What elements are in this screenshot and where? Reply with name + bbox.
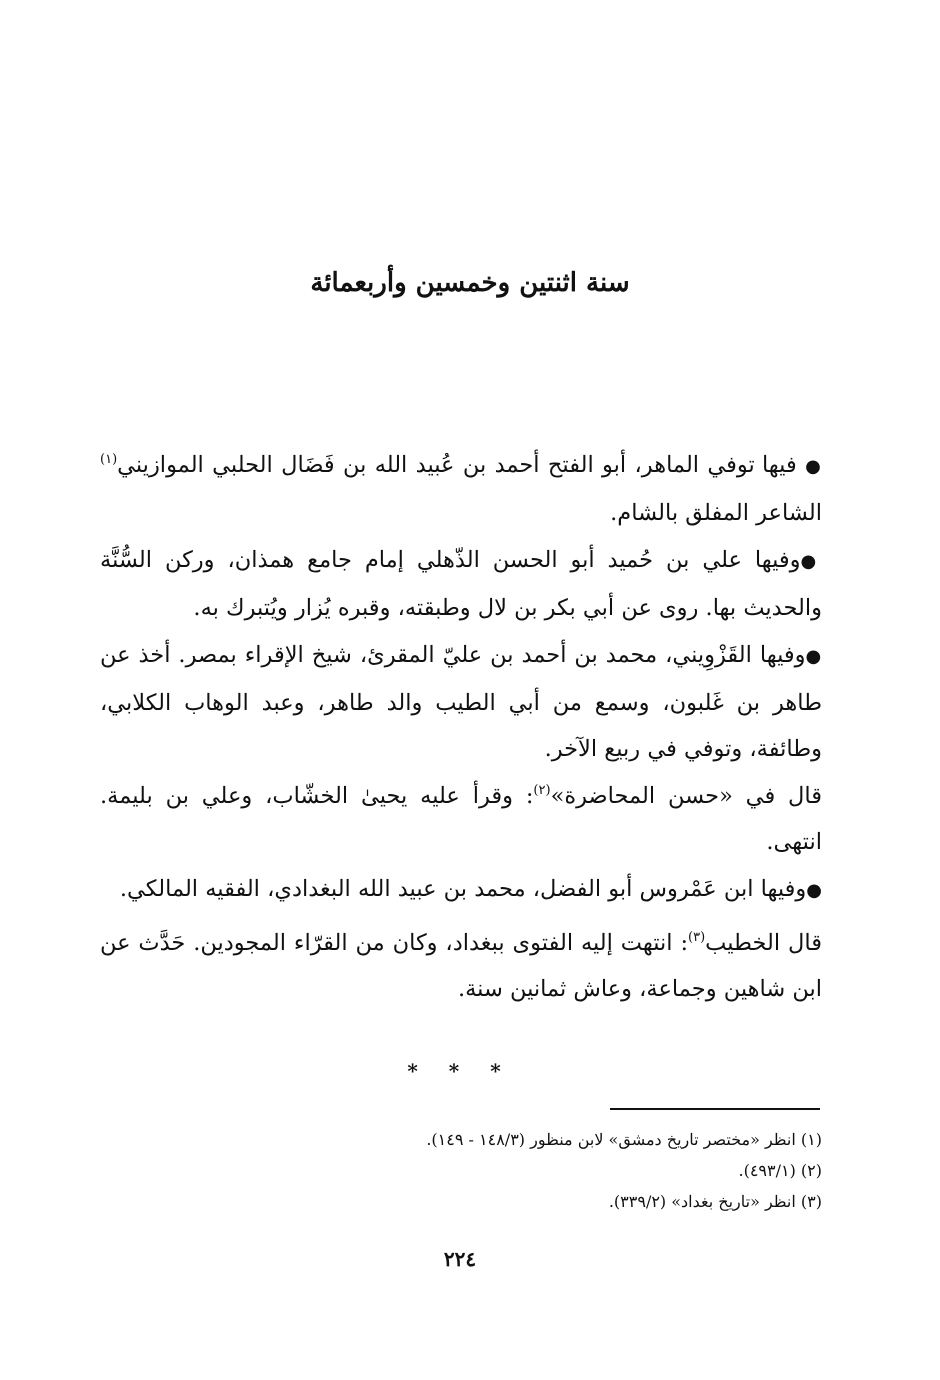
entry-paragraph: [100, 632, 822, 773]
quote-text: قال الخطيب: [705, 930, 822, 957]
entry-paragraph: [100, 866, 822, 914]
entry-paragraph: [100, 442, 822, 537]
footnote-ref: (١): [100, 452, 118, 467]
entry-text: وفيها القَزْوِيني، محمد بن أحمد بن عليّ المقرئ، شيخ الإقراء بمصر. أخذ عن طاهر بن غَلبون، وسمع من أبي الطيب والد طاهر، وعبد الوهاب الكلابي، وطائفة، وتوفي في ربيع الآخر.: [100, 641, 822, 763]
quote-paragraph: [100, 773, 822, 866]
footnotes: [100, 1124, 822, 1217]
entry-paragraph: [100, 537, 822, 632]
quote-text: قال في «حسن المحاضرة»: [550, 782, 822, 809]
entry-text: وفيها ابن عَمْروس أبو الفضل، محمد بن عبيد الله البغدادي، الفقيه المالكي.: [119, 875, 807, 902]
quote-paragraph: [100, 920, 822, 1013]
bullet-icon: ●: [805, 456, 822, 477]
footnote-item: (٣) انظر «تاريخ بغداد» (٣٣٩/٢).: [608, 1192, 822, 1211]
footnote-item: (١) انظر «مختصر تاريخ دمشق» لابن منظور (١٤٨/٣ - ١٤٩).: [426, 1130, 822, 1149]
chapter-title: سنة اثنتين وخمسين وأربعمائة: [310, 268, 630, 298]
section-separator: * * *: [407, 1059, 513, 1083]
footnote-divider: [610, 1108, 820, 1110]
page-number: ٢٢٤: [443, 1247, 477, 1271]
bullet-icon: ●: [806, 879, 822, 901]
entry-text: فيها توفي الماهر، أبو الفتح أحمد بن عُبيد الله بن فَضَال الحلبي الموازيني: [117, 452, 797, 478]
quote-text: : انتهت إليه الفتوى ببغداد، وكان من القرّاء المجودين. حَدَّث عن ابن شاهين وجماعة، وعاش ثمانين سنة.: [100, 930, 822, 1003]
bullet-icon: ●: [805, 645, 822, 667]
entry-text: وفيها علي بن حُميد أبو الحسن الذّهلي إمام جامع همذان، وركن السُّنَّة والحديث بها. روى عن أبي بكر بن لال وطبقته، وقبره يُزار ويُتبرك به.: [100, 546, 822, 622]
main-text: [100, 442, 822, 1013]
footnote-ref: (٢): [533, 782, 551, 798]
footnote-item: (٢) (٤٩٣/١).: [738, 1161, 822, 1180]
footnote-ref: (٣): [688, 930, 706, 946]
quote-text: : وقرأ عليه يحيىٰ الخشّاب، وعلي بن بليمة. انتهى.: [100, 782, 822, 856]
entry-text: الشاعر المفلق بالشام.: [610, 500, 822, 527]
bullet-icon: ●: [800, 550, 822, 572]
